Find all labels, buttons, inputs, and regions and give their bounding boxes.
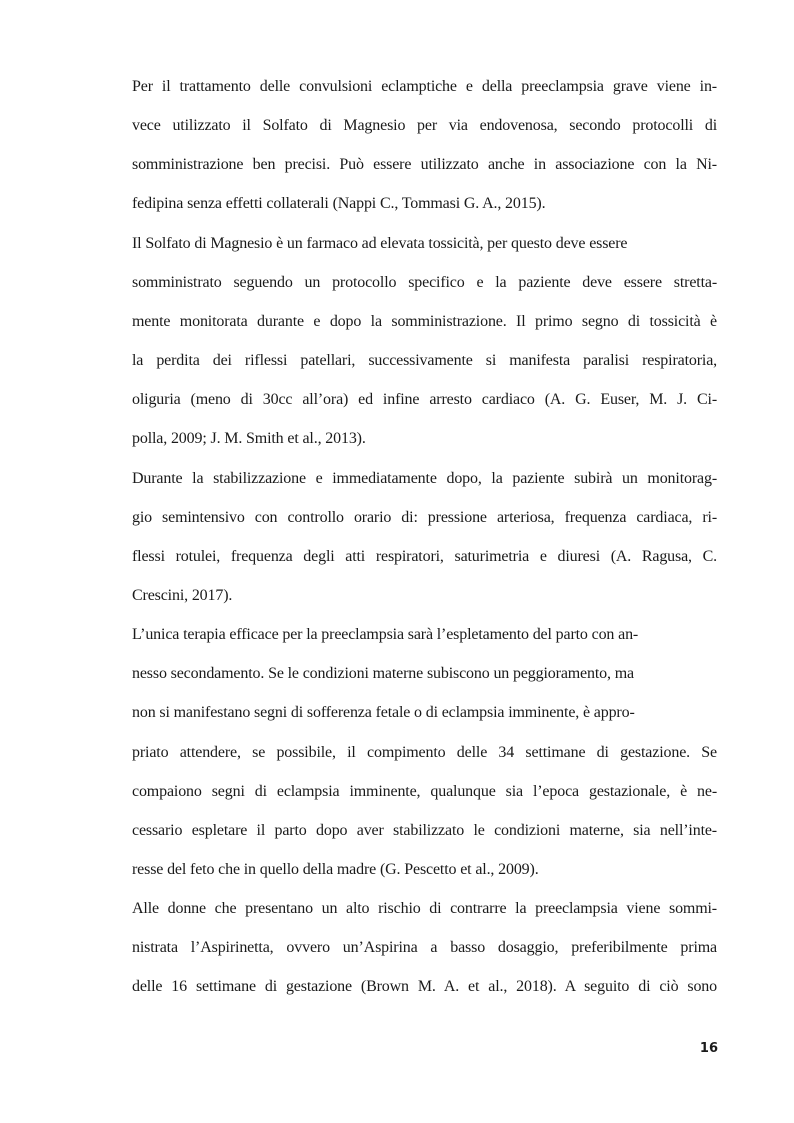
text-line: vece utilizzato il Solfato di Magnesio per via endovenosa, secondo protocolli di (132, 117, 717, 135)
text-line: polla, 2009; J. M. Smith et al., 2013). (132, 430, 366, 448)
text-line: mente monitorata durante e dopo la somministrazione. Il primo segno di tossicità è (132, 312, 717, 330)
text-line: resse del feto che in quello della madre (G. Pescetto et al., 2009). (132, 861, 539, 878)
text-line: compaiono segni di eclampsia imminente, qualunque sia l’epoca gestazionale, è ne- (132, 782, 717, 800)
text-line: flessi rotulei, frequenza degli atti respiratori, saturimetria e diuresi (A. Ragusa, C. (132, 547, 717, 565)
text-line: Il Solfato di Magnesio è un farmaco ad elevata tossicità, per questo deve essere (132, 234, 628, 252)
text-line: Durante la stabilizzazione e immediatamente dopo, la paziente subirà un monitorag- (132, 469, 717, 487)
text-line: oliguria (meno di 30cc all’ora) ed infine arresto cardiaco (A. G. Euser, M. J. Ci- (132, 391, 717, 409)
text-line: Alle donne che presentano un alto rischio di contrarre la preeclampsia viene sommi- (132, 900, 717, 918)
text-line: non si manifestano segni di sofferenza fetale o di eclampsia imminente, è appro- (132, 704, 635, 722)
text-line: L’unica terapia efficace per la preeclampsia sarà l’espletamento del parto con an- (132, 626, 639, 644)
text-line: somministrato seguendo un protocollo specifico e la paziente deve essere stretta- (132, 273, 717, 291)
text-line: la perdita dei riflessi patellari, successivamente si manifesta paralisi respiratoria, (132, 352, 717, 370)
text-line: somministrazione ben precisi. Può essere utilizzato anche in associazione con la Ni- (132, 156, 717, 174)
page-number: 16 (699, 1041, 718, 1056)
text-line: Per il trattamento delle convulsioni eclamptiche e della preeclampsia grave viene in- (132, 78, 717, 95)
text-line: priato attendere, se possibile, il compimento delle 34 settimane di gestazione. Se (132, 743, 717, 761)
text-line: cessario espletare il parto dopo aver stabilizzato le condizioni materne, sia nell’inte- (132, 821, 717, 839)
text-line: nesso secondamento. Se le condizioni materne subiscono un peggioramento, ma (132, 665, 634, 683)
text-line: fedipina senza effetti collaterali (Nappi C., Tommasi G. A., 2015). (132, 195, 546, 213)
text-line: gio semintensivo con controllo orario di: pressione arteriosa, frequenza cardiaca, ri- (132, 508, 717, 526)
text-line: nistrata l’Aspirinetta, ovvero un’Aspirina a basso dosaggio, preferibilmente prima (132, 939, 717, 957)
text-line: delle 16 settimane di gestazione (Brown M. A. et al., 2018). A seguito di ciò sono (132, 978, 717, 996)
text-line: Crescini, 2017). (132, 586, 233, 604)
